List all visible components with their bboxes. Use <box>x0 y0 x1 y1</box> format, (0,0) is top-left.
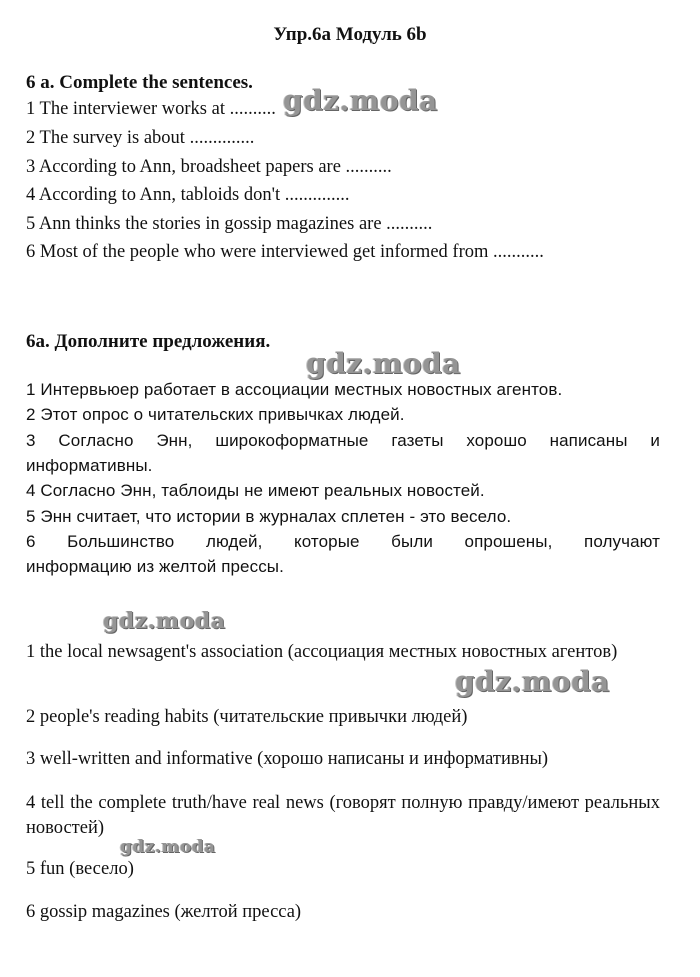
task-en-heading: 6 a. Complete the sentences. <box>26 72 253 93</box>
task-ru-item-1: 1 Интервьюер работает в ассоциации местных новостных агентов. <box>26 380 563 399</box>
task-ru-item-3: 3 Согласно Энн, широкоформатные газеты хорошо написаны и <box>26 431 660 450</box>
task-en-item-1: 1 The interviewer works at .......... <box>26 99 276 119</box>
page-title: Упр.6а Модуль 6b <box>273 24 427 45</box>
watermark: gdz.moda <box>455 665 610 698</box>
answer-6: 6 gossip magazines (желтой пресса) <box>26 902 302 922</box>
task-ru-heading: 6а. Дополните предложения. <box>26 331 271 352</box>
task-ru-item-6-cont: информацию из желтой прессы. <box>26 557 284 576</box>
answer-2: 2 people's reading habits (читательские привычки людей) <box>26 707 468 727</box>
task-ru-item-4: 4 Согласно Энн, таблоиды не имеют реальных новостей. <box>26 481 485 500</box>
task-en-item-4: 4 According to Ann, tabloids don't .............. <box>26 185 350 205</box>
task-ru-item-3-cont: информативны. <box>26 456 153 475</box>
task-ru-item-6: 6 Большинство людей, которые были опрошены, получают <box>26 532 660 551</box>
task-en-item-3: 3 According to Ann, broadsheet papers are .......... <box>26 157 392 177</box>
watermark: gdz.moda <box>306 347 461 380</box>
task-en-item-2: 2 The survey is about .............. <box>26 128 255 148</box>
watermark: gdz.moda <box>120 837 216 857</box>
watermark: gdz.moda <box>103 608 226 634</box>
task-ru-item-2: 2 Этот опрос о читательских привычках людей. <box>26 405 405 424</box>
watermark: gdz.moda <box>283 84 438 117</box>
answer-3: 3 well-written and informative (хорошо написаны и информативны) <box>26 749 549 769</box>
answer-4: 4 tell the complete truth/have real news (говорят полную правду/имеют реальных новостей) <box>26 793 660 838</box>
task-en-item-6: 6 Most of the people who were interviewed get informed from ........... <box>26 242 544 262</box>
answer-5: 5 fun (весело) <box>26 859 134 879</box>
task-ru-item-5: 5 Энн считает, что истории в журналах сплетен - это весело. <box>26 507 512 526</box>
task-en-item-5: 5 Ann thinks the stories in gossip magazines are .......... <box>26 214 433 234</box>
answer-1: 1 the local newsagent's association (ассоциация местных новостных агентов) <box>26 642 618 662</box>
